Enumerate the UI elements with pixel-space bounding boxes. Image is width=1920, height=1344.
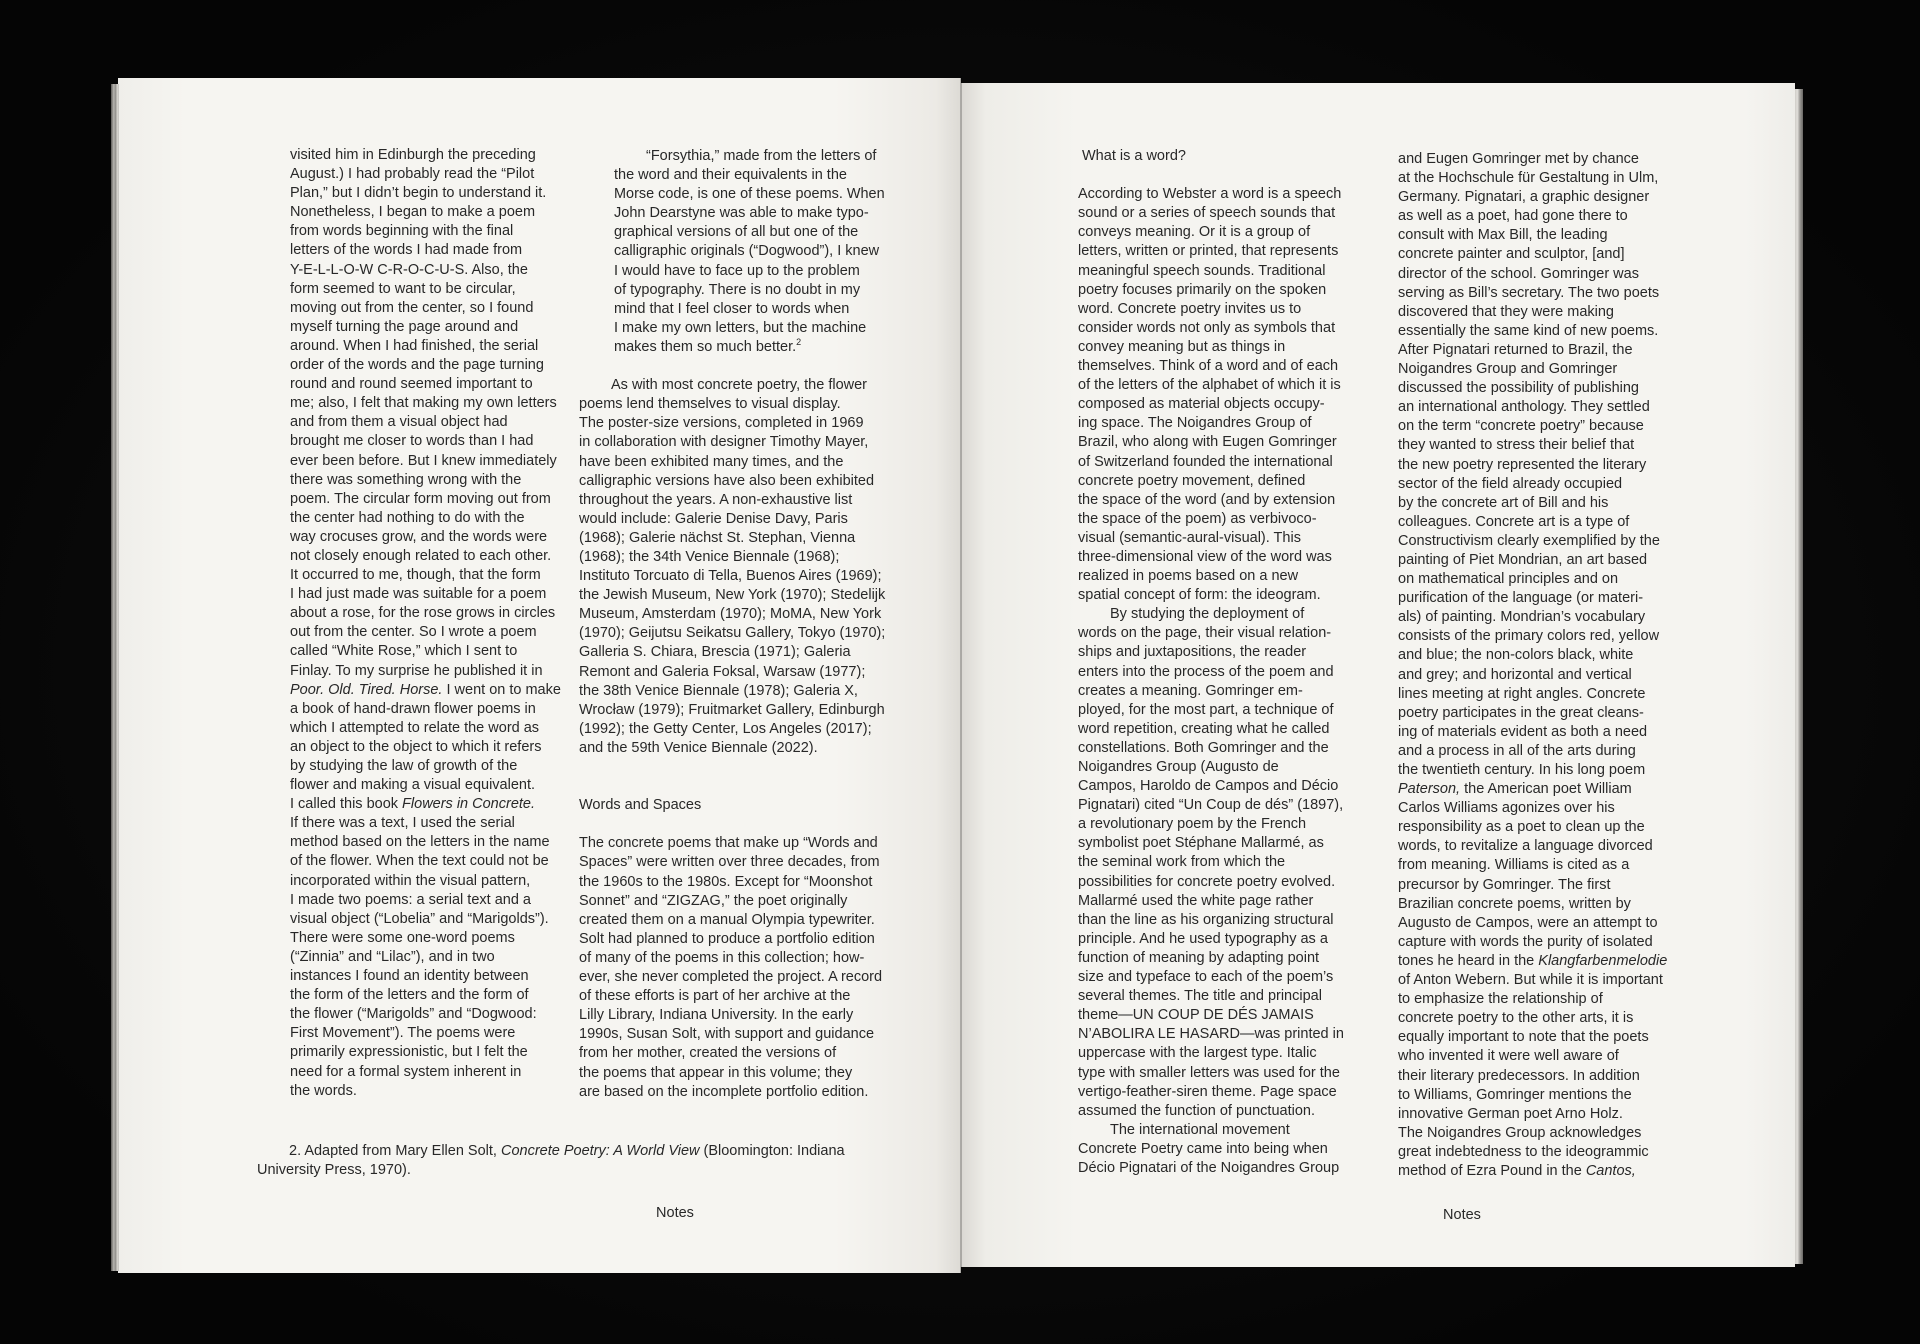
- text-line: The Noigandres Group acknowledges: [1398, 1124, 1642, 1141]
- text-line: and blue; the non-colors black, white: [1398, 647, 1634, 664]
- text-line: consult with Max Bill, the leading: [1398, 227, 1608, 244]
- text-line: poetry participates in the great cleans-: [1398, 704, 1644, 721]
- text-line: (1992); the Getty Center, Los Angeles (2017);: [579, 720, 872, 737]
- text-line: around. When I had finished, the serial: [290, 337, 539, 354]
- text-line: University Press, 1970).: [257, 1162, 411, 1179]
- text-line: Wrocław (1979); Fruitmarket Gallery, Edinburgh: [579, 701, 885, 718]
- text-line: type with smaller letters was used for the: [1078, 1064, 1340, 1081]
- text-line: creates a meaning. Gomringer em-: [1078, 682, 1303, 699]
- left-page-column-2: [579, 147, 885, 1102]
- text-line: about a rose, for the rose grows in circles: [290, 605, 556, 622]
- text-line: who invented it were well aware of: [1398, 1048, 1619, 1065]
- text-line: calligraphic versions have also been exhibited: [579, 472, 875, 489]
- text-line: flower and making a visual equivalent.: [290, 777, 536, 794]
- text-line: the word and their equivalents in the: [614, 167, 847, 184]
- text-line: size and typeface to each of the poem’s: [1078, 969, 1334, 986]
- text-line: and grey; and horizontal and vertical: [1398, 666, 1632, 683]
- text-line: and the 59th Venice Biennale (2022).: [579, 739, 818, 756]
- text-line: need for a formal system inherent in: [290, 1063, 522, 1080]
- text-line: assumed the function of punctuation.: [1078, 1102, 1315, 1119]
- text-line: concrete poetry to the other arts, it is: [1398, 1010, 1634, 1027]
- text-line: discussed the possibility of publishing: [1398, 380, 1639, 397]
- text-line: and from them a visual object had: [290, 414, 508, 431]
- text-line: graphical versions of all but one of the: [614, 224, 859, 241]
- text-line: by the concrete art of Bill and his: [1398, 494, 1609, 511]
- text-line: lines meeting at right angles. Concrete: [1398, 685, 1646, 702]
- text-line: Lilly Library, Indiana University. In the early: [579, 1007, 854, 1024]
- text-line: The poster-size versions, completed in 1969: [579, 415, 864, 432]
- text-line: colleagues. Concrete art is a type of: [1398, 513, 1630, 530]
- left-page-stack-edge: [111, 84, 119, 1271]
- text-line: consider words not only as symbols that: [1078, 319, 1336, 336]
- text-line: There were some one-word poems: [290, 929, 515, 946]
- paragraph: [290, 146, 566, 1101]
- text-line: convey meaning but as things in: [1078, 338, 1286, 355]
- text-line: they wanted to stress their belief that: [1398, 437, 1635, 454]
- text-line: words on the page, their visual relation-: [1078, 625, 1332, 642]
- text-line: a revolutionary poem by the French: [1078, 816, 1307, 833]
- text-line: the form of the letters and the form of: [290, 987, 529, 1004]
- text-line: Plan,” but I didn’t begin to understand it.: [290, 185, 547, 202]
- text-line: called “White Rose,” which I sent to: [290, 643, 518, 660]
- text-line: The concrete poems that make up “Words and: [579, 835, 878, 852]
- text-line: of the letters of the alphabet of which it is: [1078, 377, 1341, 394]
- text-line: an object to the object to which it refers: [290, 738, 542, 755]
- text-line: the poems that appear in this volume; they: [579, 1064, 853, 1081]
- text-line: the seminal work from which the: [1078, 854, 1286, 871]
- text-line: created them on a manual Olympia typewriter.: [579, 911, 875, 928]
- text-line: words, to revitalize a language divorced: [1398, 838, 1653, 855]
- text-line: [290, 795, 535, 814]
- text-line: and Eugen Gomringer met by chance: [1398, 151, 1639, 167]
- text-line: Nonetheless, I began to make a poem: [290, 204, 536, 221]
- text-line: Campos, Haroldo de Campos and Décio: [1078, 778, 1339, 795]
- text-run: tones he heard in the: [1398, 952, 1539, 969]
- text-line: [1398, 1162, 1636, 1181]
- text-line: consists of the primary colors red, yellow: [1398, 628, 1660, 645]
- text-line: symbolist poet Stéphane Mallarmé, as: [1078, 835, 1324, 852]
- text-line: brought me closer to words than I had: [290, 433, 534, 450]
- text-line: word. Concrete poetry invites us to: [1078, 300, 1302, 317]
- text-line: the center had nothing to do with the: [290, 509, 525, 526]
- text-line: function of meaning by adapting point: [1078, 949, 1320, 966]
- text-line: ing of materials evident as both a need: [1398, 723, 1648, 740]
- text-line: me; also, I felt that making my own letters: [290, 395, 557, 412]
- text-line: Y-E-L-L-O-W C-R-O-C-U-S. Also, the: [290, 261, 528, 278]
- text-line: are based on the incomplete portfolio edition.: [579, 1083, 869, 1100]
- footnote-reference: 2: [796, 337, 802, 348]
- text-line: calligraphic originals (“Dogwood”), I knew: [614, 243, 880, 260]
- text-run: makes them so much better.: [614, 338, 797, 355]
- paragraph: [1078, 605, 1356, 1121]
- text-line: Brazilian concrete poems, written by: [1398, 895, 1631, 912]
- text-line: ships and juxtapositions, the reader: [1078, 644, 1307, 661]
- text-run: 2. Adapted from Mary Ellen Solt,: [289, 1143, 501, 1159]
- page-footer-right: Notes: [1443, 1207, 1481, 1223]
- right-page-column-2: [1398, 150, 1674, 1181]
- italic-title: Concrete Poetry: A World View: [500, 1143, 700, 1159]
- text-line: several themes. The title and principal: [1078, 988, 1322, 1005]
- text-line: the flower (“Marigolds” and “Dogwood:: [290, 1006, 537, 1023]
- text-line: constellations. Both Gomringer and the: [1078, 739, 1329, 756]
- text-line: 1990s, Susan Solt, with support and guidance: [579, 1026, 875, 1043]
- text-line: way crocuses grow, and the words were: [290, 528, 548, 545]
- text-line: myself turning the page around and: [290, 318, 519, 335]
- text-line: Pignatari) cited “Un Coup de dés” (1897),: [1078, 797, 1344, 814]
- text-line: (1968); Galerie nächst St. Stephan, Vienna: [579, 529, 856, 546]
- left-page-column-1: [290, 146, 566, 1101]
- text-run: I went on to make: [442, 681, 561, 698]
- text-line: precursor by Gomringer. The first: [1398, 876, 1611, 893]
- text-line: (1970); Geijutsu Seikatsu Gallery, Tokyo (1970);: [579, 625, 886, 642]
- text-run: the American poet William: [1460, 781, 1632, 798]
- right-page-stack-edge: [1795, 89, 1803, 1264]
- text-line: Décio Pignatari of the Noigandres Group: [1078, 1159, 1340, 1176]
- text-line: letters of the words I had made from: [290, 242, 523, 259]
- text-line: Noigandres Group and Gomringer: [1398, 361, 1618, 378]
- text-line: uppercase with the largest type. Italic: [1078, 1045, 1317, 1062]
- text-line: to emphasize the relationship of: [1398, 991, 1603, 1008]
- text-line: ever, she never completed the project. A record: [579, 969, 883, 986]
- text-line: word repetition, creating what he called: [1078, 720, 1330, 737]
- text-line: painting of Piet Mondrian, an art based: [1398, 551, 1648, 568]
- text-line: director of the school. Gomringer was: [1398, 265, 1639, 282]
- text-line: their literary predecessors. In addition: [1398, 1067, 1640, 1084]
- text-line: composed as material objects occupy-: [1078, 396, 1325, 413]
- text-line: of Anton Webern. But while it is important: [1398, 972, 1663, 989]
- text-line: Brazil, who along with Eugen Gomringer: [1078, 434, 1337, 451]
- section-heading: What is a word?: [1082, 148, 1186, 164]
- text-line: from words beginning with the final: [290, 223, 514, 240]
- text-line: (“Zinnia” and “Lilac”), and in two: [290, 948, 495, 965]
- text-line: three-dimensional view of the word was: [1078, 548, 1332, 565]
- text-line: realized in poems based on a new: [1078, 568, 1299, 585]
- text-line: Constructivism clearly exemplified by the: [1398, 532, 1660, 549]
- text-line: an international anthology. They settled: [1398, 399, 1650, 416]
- text-line: themselves. Think of a word and of each: [1078, 358, 1339, 375]
- text-line: theme—UN COUP DE DÉS JAMAIS: [1078, 1007, 1314, 1024]
- text-line: Museum, Amsterdam (1970); MoMA, New York: [579, 606, 882, 623]
- text-line: the twentieth century. In his long poem: [1398, 762, 1646, 778]
- text-line: capture with words the purity of isolated: [1398, 933, 1653, 950]
- text-line: responsibility as a poet to clean up the: [1398, 819, 1645, 836]
- section-heading: Words and Spaces: [579, 797, 702, 814]
- text-line: Spaces” were written over three decades, from: [579, 854, 880, 871]
- text-line: N’ABOLIRA LE HASARD—was printed in: [1078, 1026, 1344, 1043]
- text-line: from her mother, created the versions of: [579, 1045, 837, 1062]
- text-line: form seemed to want to be circular,: [290, 280, 516, 297]
- text-line: ployed, for the most part, a technique of: [1078, 701, 1334, 718]
- text-line: Concrete Poetry came into being when: [1078, 1140, 1328, 1157]
- text-line: Remont and Galeria Foksal, Warsaw (1977);: [579, 663, 866, 680]
- text-line: [1398, 780, 1632, 799]
- text-run: I called this book: [290, 796, 403, 813]
- italic-title: Flowers in Concrete.: [402, 796, 536, 813]
- text-line: at the Hochschule für Gestaltung in Ulm,: [1398, 170, 1659, 187]
- text-line: out from the center. So I wrote a poem: [290, 624, 537, 641]
- text-line: purification of the language (or materi-: [1398, 590, 1644, 607]
- paragraph: [1078, 1121, 1356, 1178]
- text-line: the 38th Venice Biennale (1978); Galeria X,: [579, 682, 858, 699]
- text-line: instances I found an identity between: [290, 968, 529, 985]
- text-line: poetry focuses primarily on the spoken: [1078, 281, 1327, 298]
- text-line: Mallarmé used the white page rather: [1078, 892, 1314, 909]
- text-line: of Switzerland founded the international: [1078, 453, 1333, 470]
- text-line: from meaning. Williams is cited as a: [1398, 857, 1630, 874]
- paragraph: [579, 376, 885, 758]
- text-line: of many of the poems in this collection; how-: [579, 949, 865, 966]
- text-line: the space of the poem) as verbivoco-: [1078, 510, 1317, 527]
- right-page-column-1: [1078, 147, 1356, 1178]
- text-line: [290, 681, 561, 700]
- text-line: mind that I feel closer to words when: [614, 300, 850, 317]
- text-line: of typography. There is no doubt in my: [614, 281, 861, 298]
- text-line: Finlay. To my surprise he published it in: [290, 662, 543, 679]
- text-line: Germany. Pignatari, a graphic designer: [1398, 189, 1650, 206]
- text-line: poem. The circular form moving out from: [290, 490, 551, 507]
- text-line: [614, 338, 801, 357]
- text-line: By studying the deployment of: [1110, 606, 1305, 623]
- italic-title: Cantos,: [1585, 1162, 1636, 1179]
- text-line: on the term “concrete poetry” because: [1398, 418, 1644, 435]
- text-line: Solt had planned to produce a portfolio edition: [579, 930, 875, 947]
- text-line: serving as Bill’s secretary. The two poets: [1398, 284, 1660, 301]
- text-line: primarily expressionistic, but I felt the: [290, 1044, 528, 1061]
- paragraph: [579, 834, 885, 1101]
- paragraph: [1078, 185, 1356, 605]
- text-line: “Forsythia,” made from the letters of: [646, 148, 877, 164]
- italic-title: Paterson,: [1398, 781, 1461, 798]
- text-line: visual (semantic-aural-visual). This: [1078, 529, 1301, 546]
- text-line: in collaboration with designer Timothy Mayer,: [579, 434, 869, 451]
- text-line: conveys meaning. Or it is a group of: [1078, 224, 1311, 241]
- text-line: have been exhibited many times, and the: [579, 453, 844, 470]
- text-line: I made two poems: a serial text and a: [290, 891, 531, 908]
- text-line: John Dearstyne was able to make typo-: [614, 205, 869, 222]
- text-line: enters into the process of the poem and: [1078, 663, 1334, 680]
- text-line: incorporated within the visual pattern,: [290, 872, 531, 889]
- text-line: If there was a text, I used the serial: [290, 815, 515, 832]
- text-line: I had just made was suitable for a poem: [290, 586, 547, 603]
- text-line: Instituto Torcuato di Tella, Buenos Aires (1969);: [579, 568, 882, 585]
- text-line: Morse code, is one of these poems. When: [614, 186, 885, 203]
- text-line: August.) I had probably read the “Pilot: [290, 166, 535, 183]
- block-quote: [614, 147, 885, 357]
- text-line: Sonnet” and “ZIGZAG,” the poet originally: [579, 892, 848, 909]
- text-line: sector of the field already occupied: [1398, 475, 1623, 492]
- text-line: According to Webster a word is a speech: [1078, 186, 1342, 203]
- text-line: than the line as his organizing structural: [1078, 911, 1334, 928]
- italic-title: Poor. Old. Tired. Horse.: [290, 681, 443, 698]
- text-line: [1398, 952, 1667, 971]
- text-line: als) of painting. Mondrian’s vocabulary: [1398, 609, 1646, 626]
- text-line: concrete painter and sculptor, [and]: [1398, 246, 1625, 263]
- text-line: (1968); the 34th Venice Biennale (1968);: [579, 548, 840, 565]
- text-run: method of Ezra Pound in the: [1398, 1162, 1586, 1179]
- text-line: sound or a series of speech sounds that: [1078, 205, 1336, 222]
- italic-title: Klangfarbenmelodie: [1538, 952, 1668, 969]
- text-line: the new poetry represented the literary: [1398, 456, 1647, 473]
- text-line: of these efforts is part of her archive at the: [579, 988, 851, 1005]
- text-line: the space of the word (and by extension: [1078, 491, 1336, 508]
- footnote-text: [257, 1142, 897, 1180]
- text-line: meaningful speech sounds. Traditional: [1078, 262, 1326, 279]
- text-line: great indebtedness to the ideogrammic: [1398, 1143, 1649, 1160]
- text-line: would include: Galerie Denise Davy, Paris: [579, 510, 848, 527]
- text-run: (Bloomington: Indiana: [699, 1143, 845, 1159]
- text-line: Carlos Williams agonizes over his: [1398, 800, 1615, 817]
- text-line: concrete poetry movement, defined: [1078, 472, 1306, 489]
- text-line: discovered that they were making: [1398, 303, 1614, 320]
- text-line: innovative German poet Arno Holz.: [1398, 1105, 1623, 1122]
- text-line: Galleria S. Chiara, Brescia (1971); Galeria: [579, 644, 851, 661]
- text-line: moving out from the center, so I found: [290, 299, 534, 316]
- text-line: which I attempted to relate the word as: [290, 719, 540, 736]
- text-line: equally important to note that the poets: [1398, 1029, 1649, 1046]
- footnote: [257, 1142, 897, 1180]
- text-line: as well as a poet, had gone there to: [1398, 208, 1628, 225]
- text-line: Augusto de Campos, were an attempt to: [1398, 914, 1658, 931]
- text-line: I would have to face up to the problem: [614, 262, 860, 279]
- text-line: the words.: [290, 1082, 357, 1099]
- text-line: spatial concept of form: the ideogram.: [1078, 587, 1321, 604]
- text-line: principle. And he used typography as a: [1078, 930, 1328, 947]
- text-line: First Movement”). The poems were: [290, 1025, 516, 1042]
- text-line: ever been before. But I knew immediately: [290, 452, 557, 469]
- text-line: Noigandres Group (Augusto de: [1078, 759, 1279, 775]
- text-line: there was something wrong with the: [290, 471, 522, 488]
- text-line: ing space. The Noigandres Group of: [1078, 415, 1312, 432]
- text-line: visual object (“Lobelia” and “Marigolds”).: [290, 910, 549, 927]
- text-line: possibilities for concrete poetry evolved.: [1078, 873, 1336, 890]
- text-line: order of the words and the page turning: [290, 357, 544, 374]
- text-line: [257, 1142, 845, 1161]
- text-line: After Pignatari returned to Brazil, the: [1398, 341, 1633, 358]
- text-line: I make my own letters, but the machine: [614, 319, 867, 336]
- text-line: poems lend themselves to visual display.: [579, 396, 841, 413]
- text-line: visited him in Edinburgh the preceding: [290, 147, 536, 163]
- text-line: a book of hand-drawn flower poems in: [290, 700, 536, 717]
- text-line: by studying the law of growth of the: [290, 758, 518, 774]
- text-line: on mathematical principles and on: [1398, 571, 1619, 588]
- text-line: vertigo-feather-siren theme. Page space: [1078, 1083, 1337, 1100]
- text-line: The international movement: [1110, 1121, 1290, 1138]
- text-line: the Jewish Museum, New York (1970); Stedelijk: [579, 587, 886, 604]
- text-line: As with most concrete poetry, the flower: [611, 377, 868, 394]
- text-line: to Williams, Gomringer mentions the: [1398, 1086, 1632, 1103]
- text-line: method based on the letters in the name: [290, 834, 550, 851]
- text-line: letters, written or printed, that represents: [1078, 243, 1339, 260]
- text-line: not closely enough related to each other.: [290, 547, 552, 564]
- text-line: and a process in all of the arts during: [1398, 742, 1636, 759]
- text-line: of the flower. When the text could not be: [290, 853, 549, 870]
- text-line: round and round seemed important to: [290, 376, 533, 393]
- book-gutter: [960, 76, 962, 1273]
- text-line: the 1960s to the 1980s. Except for “Moonshot: [579, 873, 873, 890]
- text-line: throughout the years. A non-exhaustive list: [579, 491, 853, 508]
- text-line: It occurred to me, though, that the form: [290, 567, 541, 584]
- page-footer-left: Notes: [656, 1205, 694, 1221]
- text-line: essentially the same kind of new poems.: [1398, 322, 1659, 339]
- paragraph: [1398, 150, 1674, 1181]
